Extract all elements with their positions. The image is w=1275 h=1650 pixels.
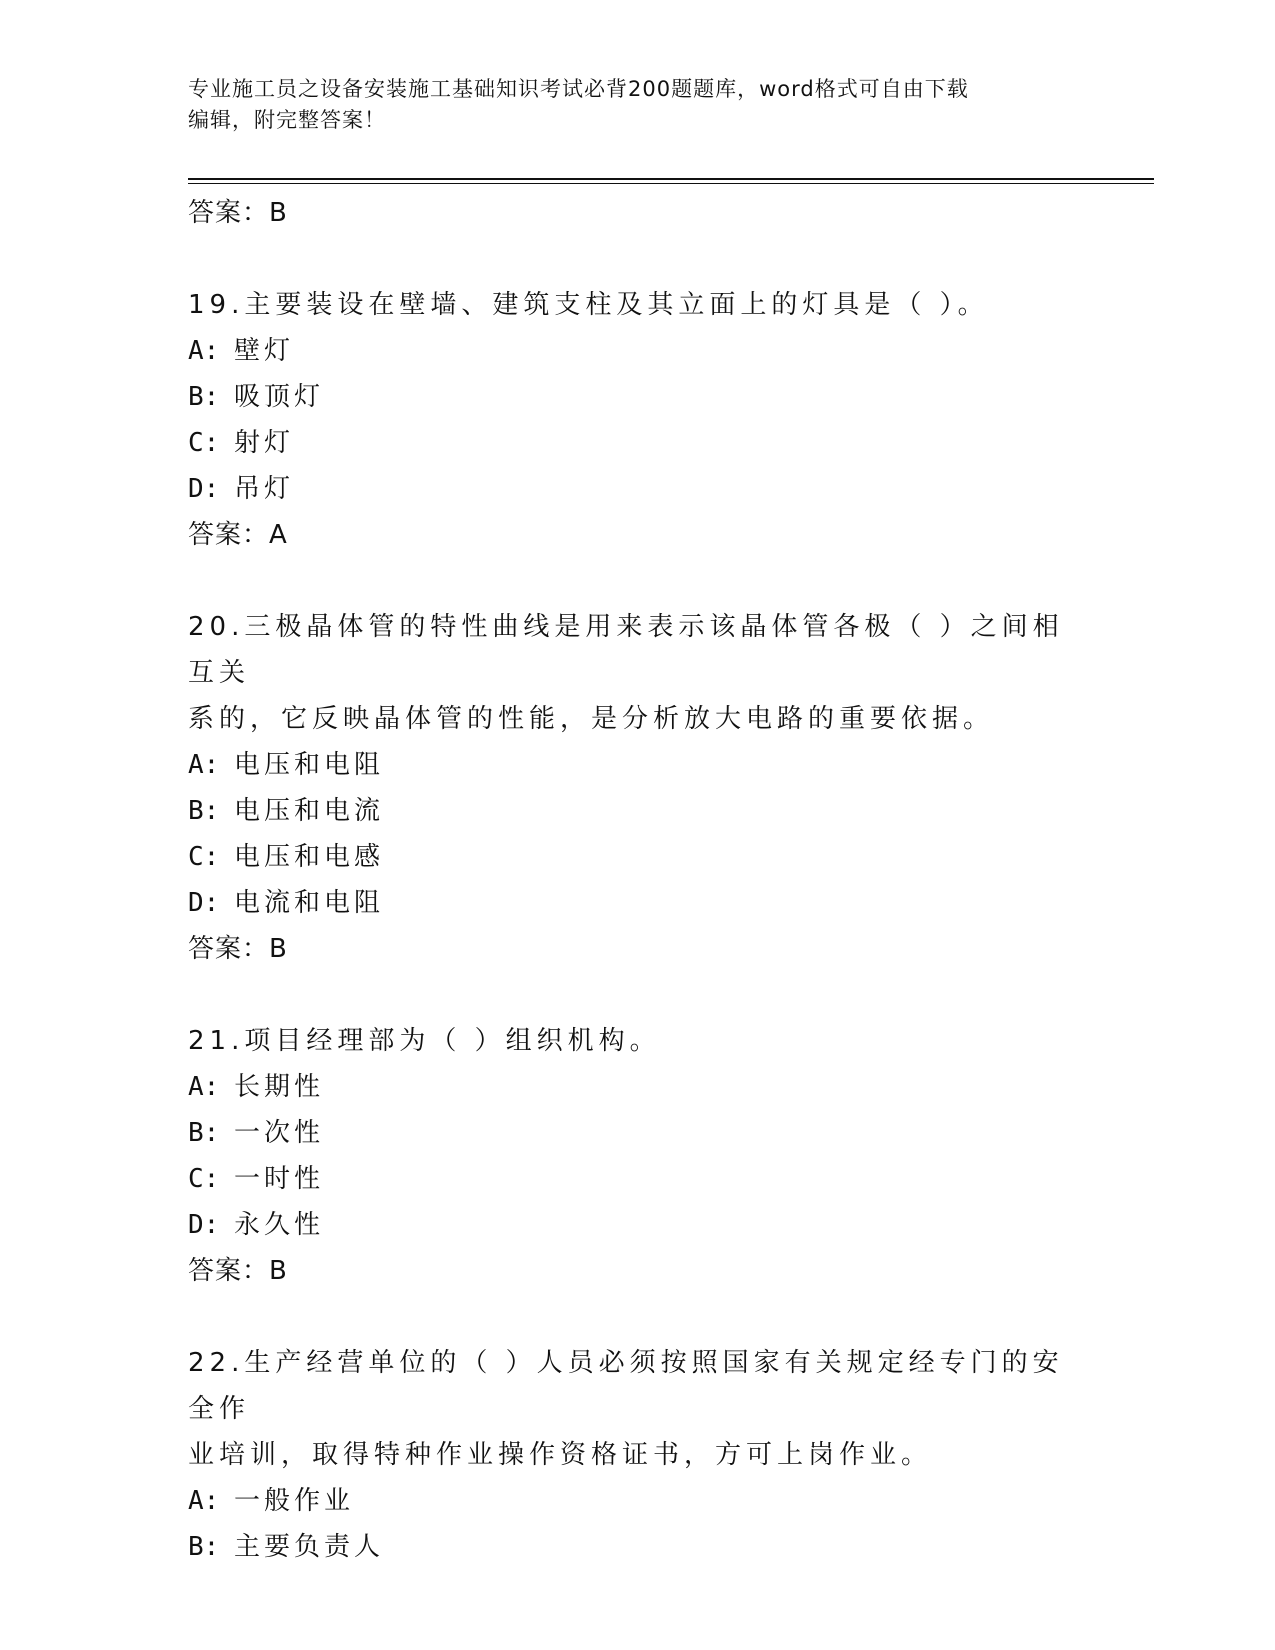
header-rule-thick	[188, 178, 1154, 180]
header-rule-thin	[188, 183, 1154, 184]
option-key: A:	[188, 1072, 220, 1102]
option-text: 吸顶灯	[234, 382, 325, 412]
option-key: D:	[188, 888, 220, 918]
question-text-continued: 业培训，取得特种作业操作资格证书，方可上岗作业。	[188, 1440, 933, 1470]
option-d	[188, 466, 1068, 512]
option-text: 一时性	[234, 1164, 325, 1194]
option-key: A:	[188, 1486, 220, 1516]
header-line-1: 专业施工员之设备安装施工基础知识考试必背200题题库，word格式可自由下载	[188, 77, 969, 101]
option-a	[188, 1064, 1068, 1110]
option-d	[188, 1202, 1068, 1248]
option-text: 电压和电感	[234, 842, 385, 872]
option-text: 壁灯	[234, 336, 295, 366]
question-list	[188, 190, 1068, 1570]
option-d	[188, 880, 1068, 926]
previous-answer: 答案：B	[188, 198, 288, 228]
question-text: 19.主要装设在壁墙、建筑支柱及其立面上的灯具是（ ）。	[188, 290, 989, 320]
question-20	[188, 604, 1068, 972]
page-header	[188, 74, 1068, 136]
option-text: 永久性	[234, 1210, 325, 1240]
question-text: 20.三极晶体管的特性曲线是用来表示该晶体管各极（ ）之间相互关	[188, 612, 1064, 688]
option-a	[188, 1478, 1068, 1524]
question-19	[188, 282, 1068, 558]
option-key: B:	[188, 1118, 220, 1148]
option-b	[188, 1110, 1068, 1156]
option-key: B:	[188, 382, 220, 412]
option-a	[188, 328, 1068, 374]
option-key: D:	[188, 1210, 220, 1240]
option-key: A:	[188, 750, 220, 780]
option-b	[188, 374, 1068, 420]
option-c	[188, 1156, 1068, 1202]
question-21	[188, 1018, 1068, 1294]
option-a	[188, 742, 1068, 788]
option-b	[188, 788, 1068, 834]
answer: 答案：A	[188, 520, 288, 550]
question-text-continued: 系的，它反映晶体管的性能，是分析放大电路的重要依据。	[188, 704, 995, 734]
option-text: 射灯	[234, 428, 295, 458]
option-key: A:	[188, 336, 220, 366]
answer: 答案：B	[188, 1256, 288, 1286]
option-c	[188, 420, 1068, 466]
option-key: B:	[188, 1532, 220, 1562]
header-line-2: 编辑，附完整答案！	[188, 108, 386, 132]
option-text: 电压和电阻	[234, 750, 385, 780]
option-key: B:	[188, 796, 220, 826]
question-text: 21.项目经理部为（ ）组织机构。	[188, 1026, 661, 1056]
option-text: 长期性	[234, 1072, 325, 1102]
question-22	[188, 1340, 1068, 1570]
option-text: 主要负责人	[234, 1532, 385, 1562]
answer: 答案：B	[188, 934, 288, 964]
option-b	[188, 1524, 1068, 1570]
option-key: D:	[188, 474, 220, 504]
option-text: 一般作业	[234, 1486, 355, 1516]
option-key: C:	[188, 1164, 220, 1194]
option-text: 一次性	[234, 1118, 325, 1148]
option-text: 电流和电阻	[234, 888, 385, 918]
question-text: 22.生产经营单位的（ ）人员必须按照国家有关规定经专门的安全作	[188, 1348, 1064, 1424]
option-text: 吊灯	[234, 474, 295, 504]
option-key: C:	[188, 428, 220, 458]
option-key: C:	[188, 842, 220, 872]
option-text: 电压和电流	[234, 796, 385, 826]
option-c	[188, 834, 1068, 880]
